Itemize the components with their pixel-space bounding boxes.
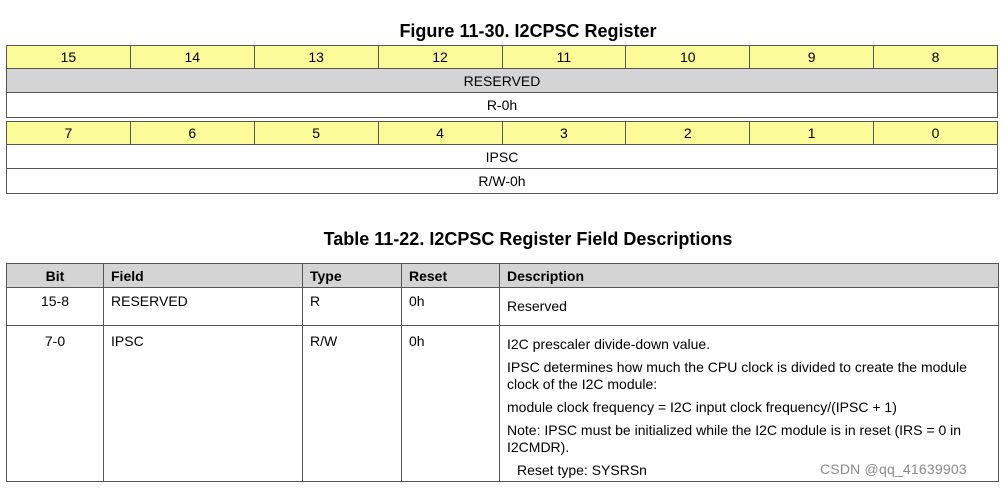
field-row xyxy=(7,69,998,93)
table-row xyxy=(7,326,999,482)
field-access-reset: R-0h xyxy=(7,93,998,118)
reset-cell: 0h xyxy=(402,288,500,326)
bit-number: 7 xyxy=(7,122,131,145)
bit-number: 15 xyxy=(7,46,131,69)
bit-number: 5 xyxy=(254,122,378,145)
description-line: Reset type: SYSRSn xyxy=(517,462,647,478)
bit-number: 1 xyxy=(750,122,874,145)
bit-number: 2 xyxy=(626,122,750,145)
bit-number: 0 xyxy=(874,122,998,145)
table-title: Table 11-22. I2CPSC Register Field Descriptions xyxy=(323,229,733,249)
field-row xyxy=(7,145,998,169)
bit-cell: 7-0 xyxy=(7,326,104,482)
description-line: module clock frequency = I2C input clock frequency/(IPSC + 1) xyxy=(507,399,897,415)
bit-number: 9 xyxy=(750,46,874,69)
column-header-field: Field xyxy=(104,264,303,288)
access-row xyxy=(7,93,998,118)
access-row xyxy=(7,169,998,194)
register-high-byte xyxy=(6,45,998,118)
bit-number: 6 xyxy=(130,122,254,145)
description-line: Note: IPSC must be initialized while the I2C module is in reset (IRS = 0 in I2CMDR). xyxy=(507,422,962,455)
column-header-type: Type xyxy=(303,264,402,288)
field-cell: IPSC xyxy=(104,326,303,482)
bit-number: 13 xyxy=(254,46,378,69)
bit-number: 12 xyxy=(378,46,502,69)
table-row xyxy=(7,288,999,326)
bit-number: 10 xyxy=(626,46,750,69)
bit-number: 4 xyxy=(378,122,502,145)
watermark: CSDN @qq_41639903 xyxy=(820,461,967,477)
field-name-ipsc: IPSC xyxy=(7,145,998,169)
type-cell: R xyxy=(303,288,402,326)
column-header-bit: Bit xyxy=(7,264,104,288)
description-cell xyxy=(500,326,999,482)
bit-number-row xyxy=(7,46,998,69)
description-line: I2C prescaler divide-down value. xyxy=(507,336,711,352)
field-name-reserved: RESERVED xyxy=(7,69,998,93)
register-low-byte xyxy=(6,121,998,194)
bit-number: 3 xyxy=(502,122,626,145)
description-line: IPSC determines how much the CPU clock is divided to create the module clock of the I2C module: xyxy=(507,359,967,392)
bit-number: 8 xyxy=(874,46,998,69)
bit-number: 11 xyxy=(502,46,626,69)
bit-number: 14 xyxy=(130,46,254,69)
figure-title: Figure 11-30. I2CPSC Register xyxy=(399,21,657,41)
column-header-description: Description xyxy=(500,264,999,288)
field-description-table xyxy=(6,263,999,482)
table-header-row xyxy=(7,264,999,288)
column-header-reset: Reset xyxy=(402,264,500,288)
bit-cell: 15-8 xyxy=(7,288,104,326)
field-cell: RESERVED xyxy=(104,288,303,326)
type-cell: R/W xyxy=(303,326,402,482)
reset-cell: 0h xyxy=(402,326,500,482)
bit-number-row xyxy=(7,122,998,145)
field-access-reset: R/W-0h xyxy=(7,169,998,194)
description-cell: Reserved xyxy=(500,288,999,326)
